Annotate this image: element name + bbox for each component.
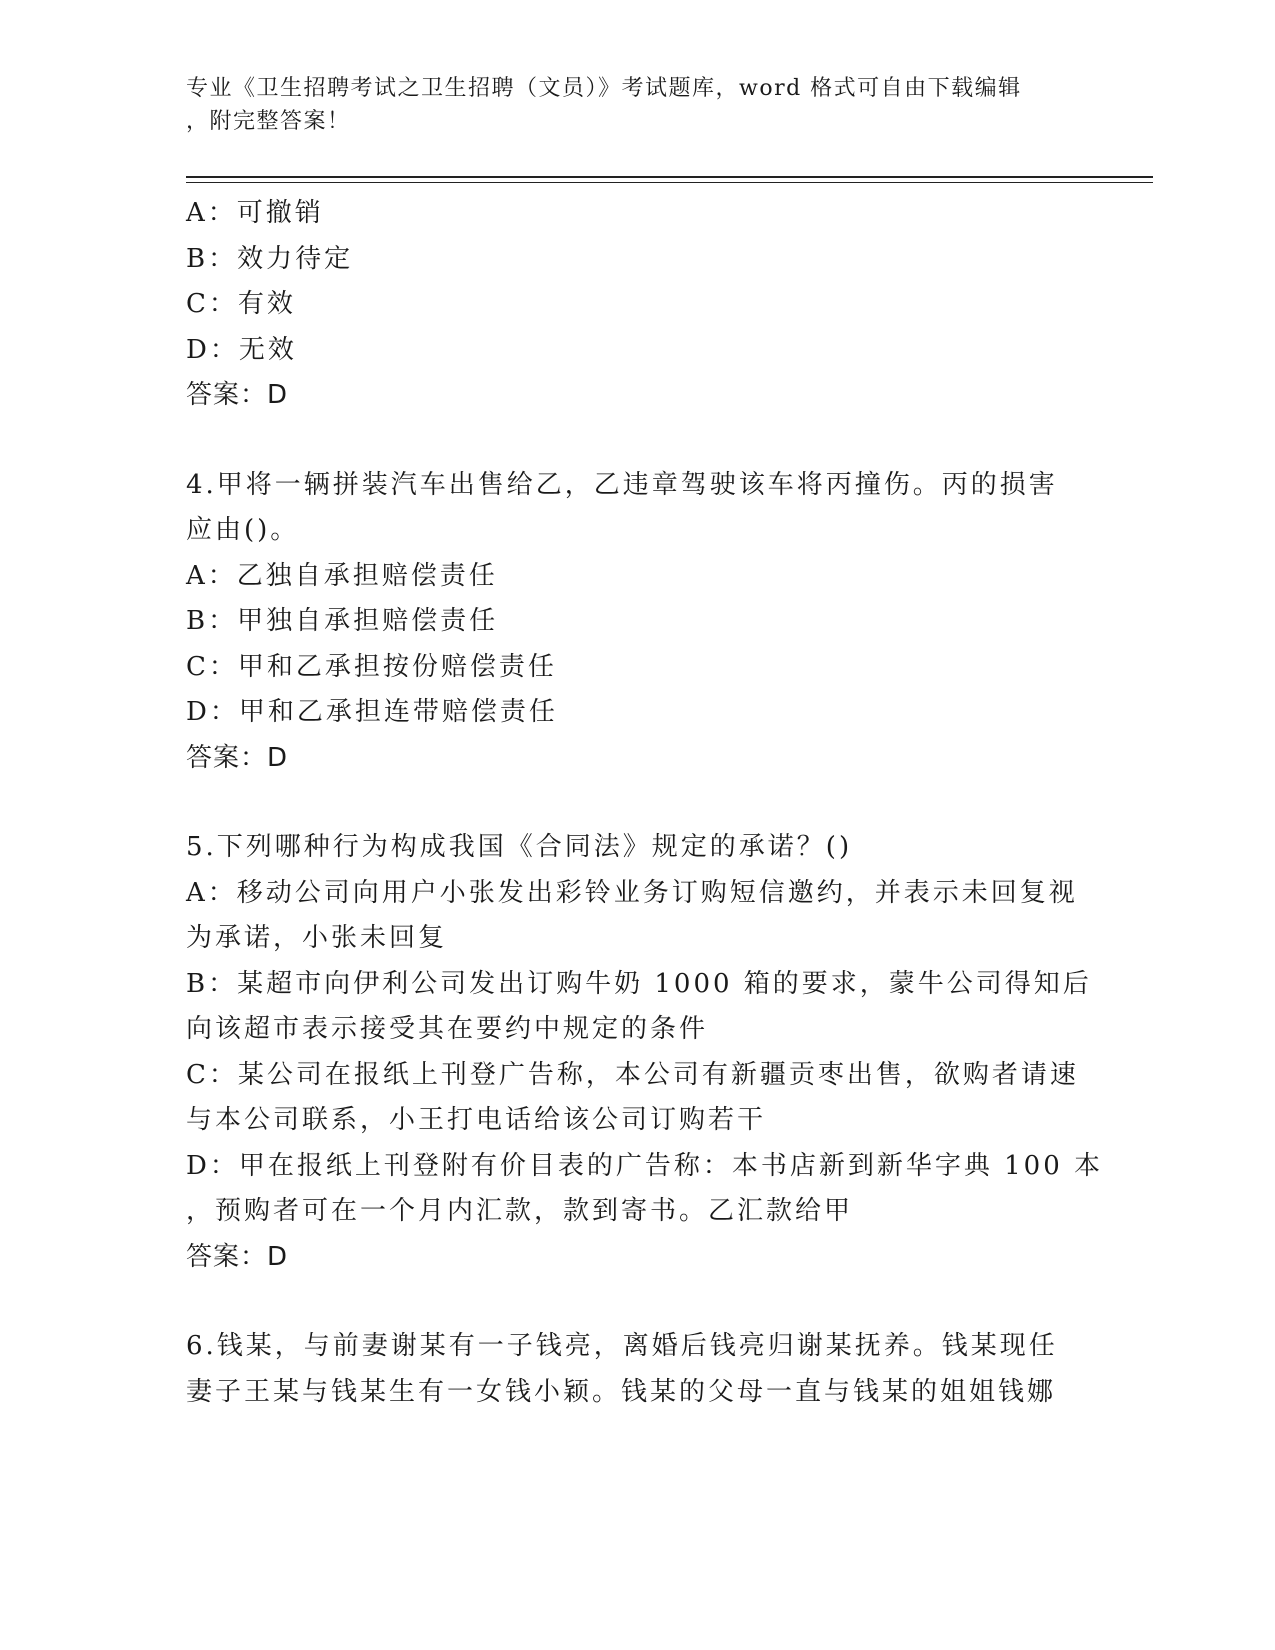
question-5 — [186, 825, 1104, 1280]
answer: 答案：D — [186, 380, 289, 410]
option-c-cont: 与本公司联系，小王打电话给该公司订购若干 — [186, 1105, 767, 1135]
question-stem: 6.钱某，与前妻谢某有一子钱亮，离婚后钱亮归谢某抚养。钱某现任 — [186, 1331, 1058, 1361]
spacer — [186, 781, 1086, 825]
option-b-cont: 向该超市表示接受其在要约中规定的条件 — [186, 1014, 709, 1044]
question-6 — [186, 1324, 1086, 1415]
option-c: C：甲和乙承担按份赔偿责任 — [186, 651, 557, 682]
question-3 — [186, 191, 1086, 419]
question-stem-cont: 妻子王某与钱某生有一女钱小颖。钱某的父母一直与钱某的姐姐钱娜 — [186, 1376, 1057, 1407]
question-4 — [186, 463, 1086, 782]
header-line-2: ，附完整答案！ — [186, 109, 351, 134]
question-list — [186, 191, 1104, 1415]
header-divider-thin — [186, 182, 1153, 183]
question-stem-cont: 应由()。 — [186, 515, 300, 545]
spacer — [186, 1280, 1086, 1324]
option-b: B：效力待定 — [186, 243, 354, 274]
option-d: D：无效 — [186, 334, 297, 365]
answer: 答案：D — [186, 1241, 289, 1272]
option-d: D：甲在报纸上刊登附有价目表的广告称：本书店新到新华字典 100 本 — [186, 1150, 1104, 1181]
header-line-1: 专业《卫生招聘考试之卫生招聘（文员）》考试题库，word 格式可自由下载编辑 — [186, 76, 1022, 101]
option-d-cont: ，预购者可在一个月内汇款，款到寄书。乙汇款给甲 — [186, 1196, 854, 1226]
option-b: B：某超市向伊利公司发出订购牛奶 1000 箱的要求，蒙牛公司得知后 — [186, 968, 1092, 999]
option-a: A：乙独自承担赔偿责任 — [186, 560, 498, 591]
document-header — [186, 72, 1066, 138]
question-stem: 5.下列哪种行为构成我国《合同法》规定的承诺？() — [186, 832, 853, 862]
question-stem: 4.甲将一辆拼装汽车出售给乙，乙违章驾驶该车将丙撞伤。丙的损害 — [186, 469, 1058, 500]
option-a-cont: 为承诺，小张未回复 — [186, 923, 448, 953]
option-c: C：有效 — [186, 289, 296, 319]
option-a: A：可撤销 — [186, 198, 324, 228]
option-a: A：移动公司向用户小张发出彩铃业务订购短信邀约，并表示未回复视 — [186, 877, 1078, 908]
spacer — [186, 419, 1086, 463]
answer: 答案：D — [186, 742, 289, 773]
option-c: C：某公司在报纸上刊登广告称，本公司有新疆贡枣出售，欲购者请速 — [186, 1059, 1079, 1090]
option-d: D：甲和乙承担连带赔偿责任 — [186, 697, 558, 727]
header-divider-thick — [186, 176, 1153, 178]
option-b: B：甲独自承担赔偿责任 — [186, 606, 499, 636]
